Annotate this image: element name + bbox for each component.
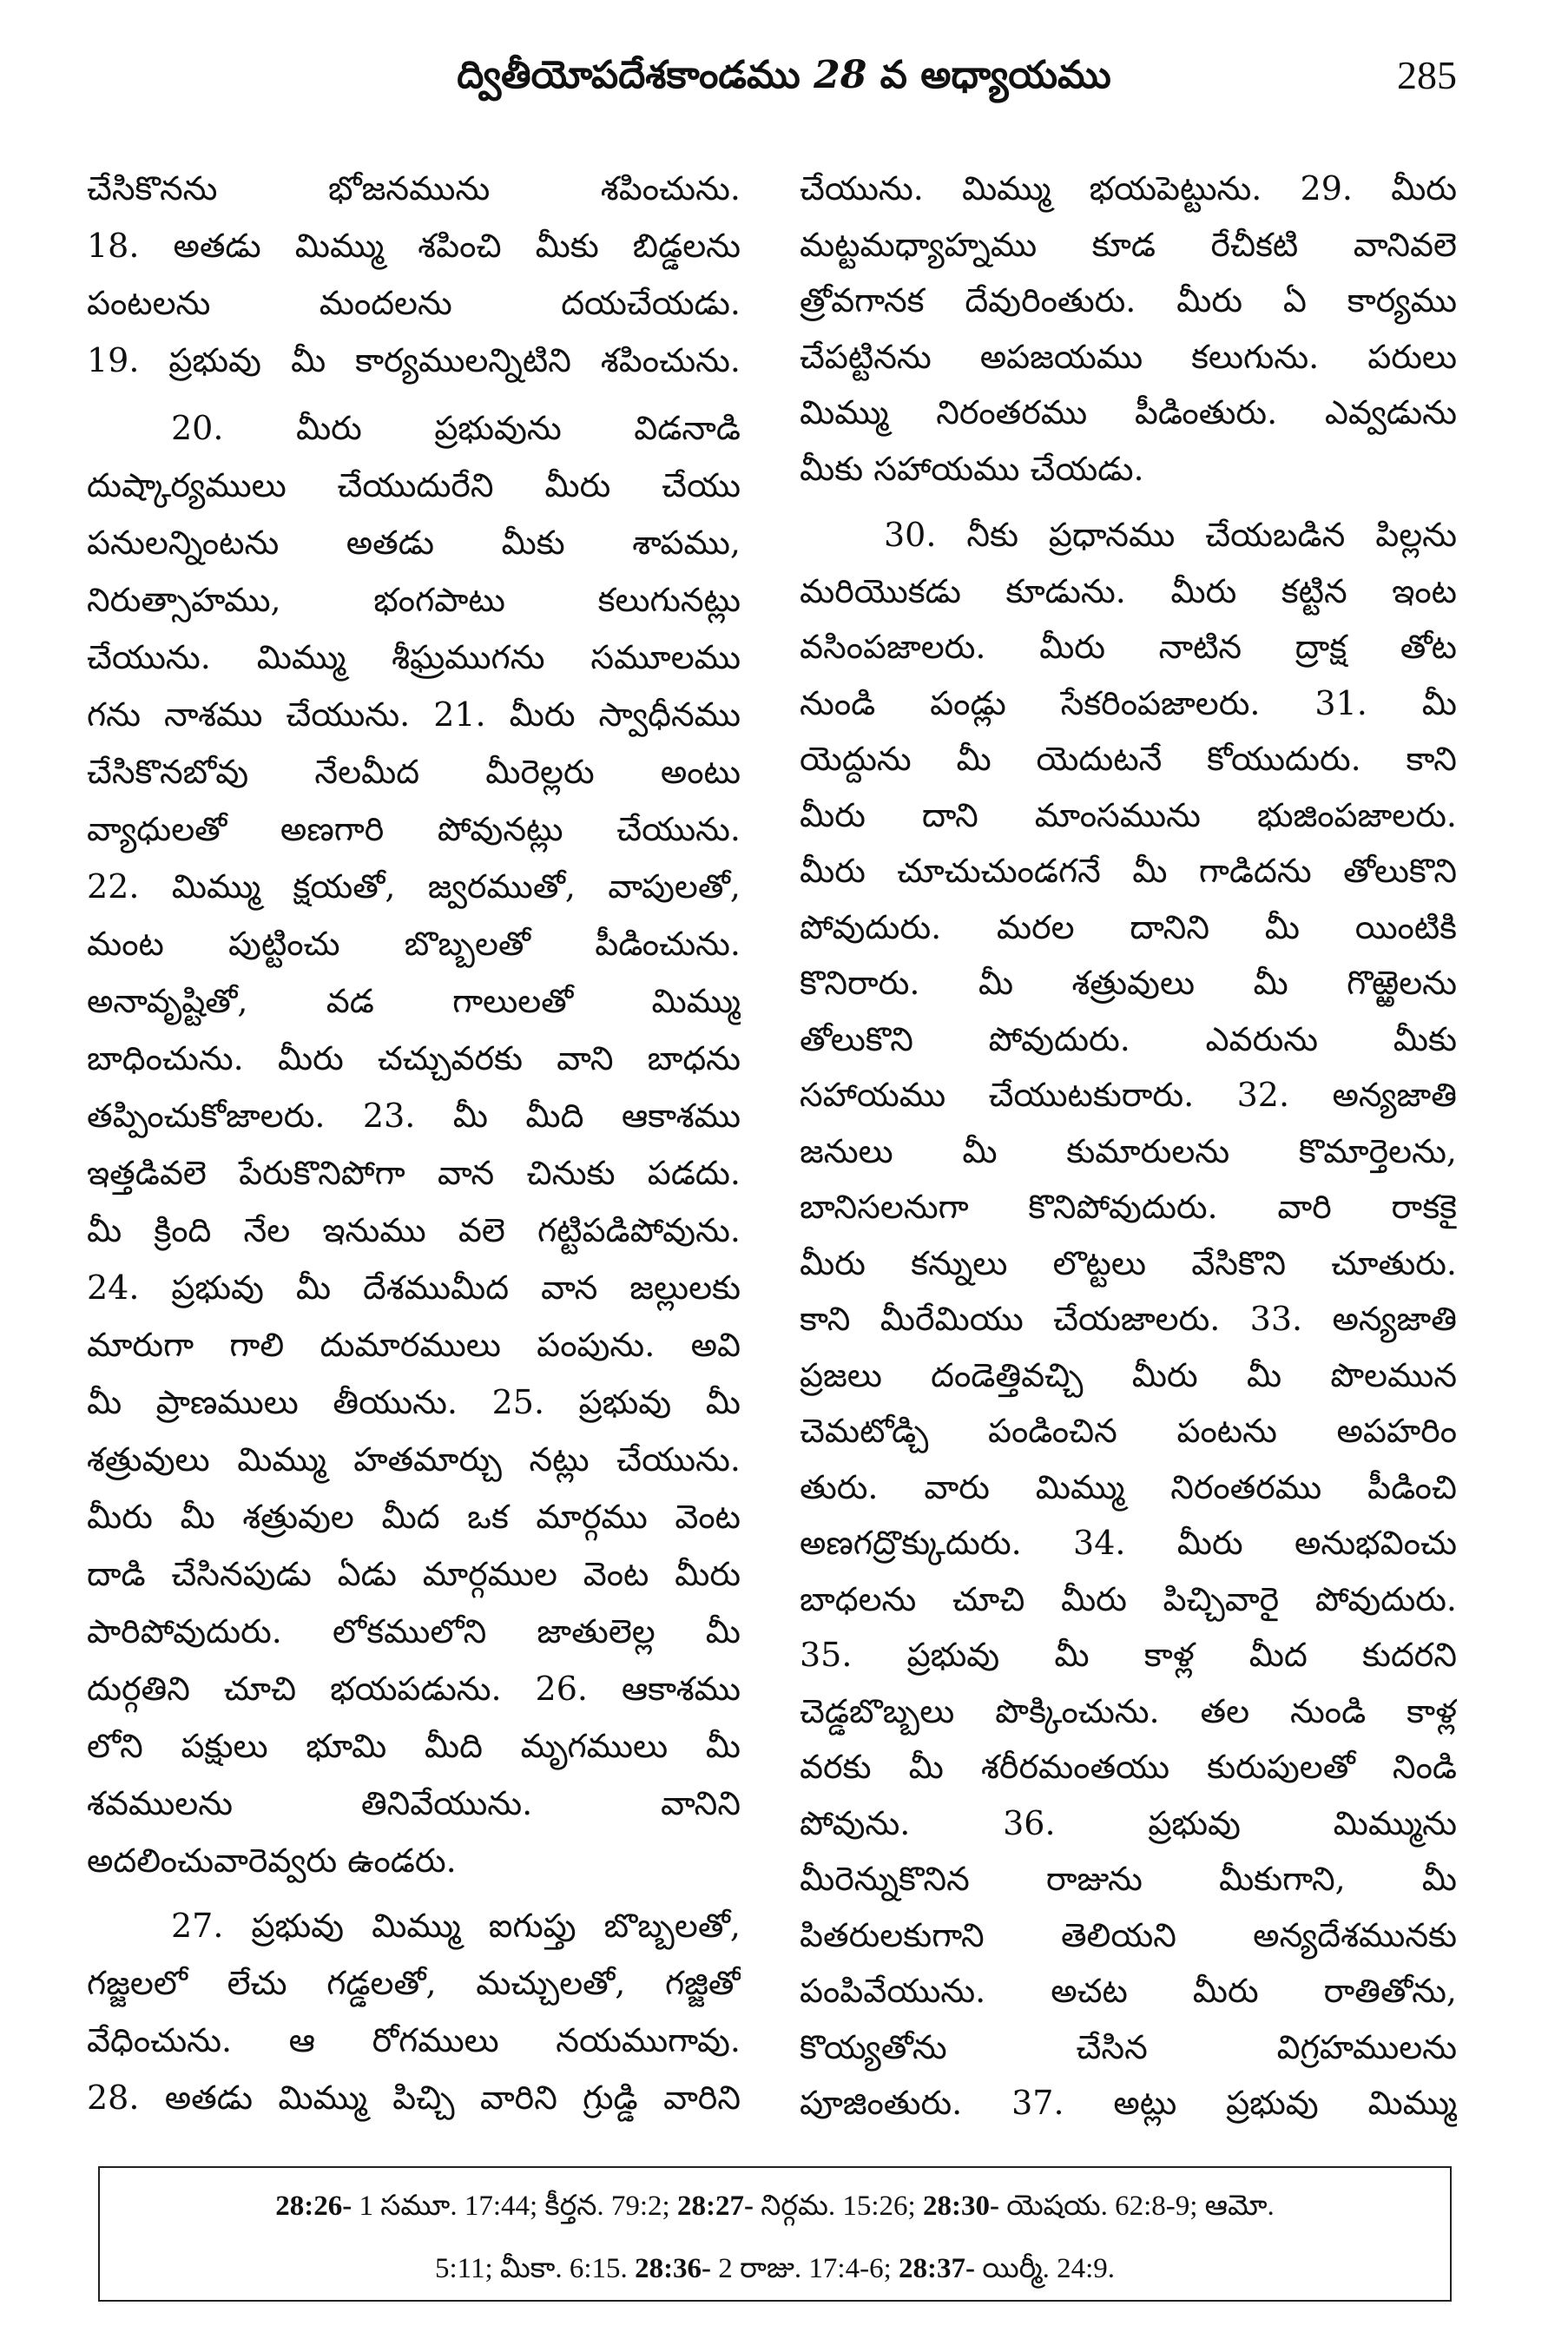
text-line: వేధించును. ఆ రోగములు నయముగావు.: [87, 2021, 741, 2059]
text-line: 20. మీరు ప్రభువును విడనాడి: [171, 409, 741, 447]
footnote-text: 1 సమూ. 17:44; కీర్తన. 79:2;: [352, 2191, 677, 2222]
text-line: మారుగా గాలి దుమారములు పంపును. అవి: [87, 1326, 741, 1364]
text-line: మీరు దాని మాంసమును భుజింపజాలరు.: [800, 795, 1457, 834]
text-line: మీరు మీ శత్రువుల మీద ఒక మార్గము వెంట: [87, 1498, 741, 1536]
verse-reference: 28:27-: [676, 2191, 754, 2222]
text-line: చెమటోడ్చి పండించిన పంటను అపహరిం: [800, 1412, 1457, 1450]
right-text-column: [800, 161, 1457, 2131]
text-line: బాధించును. మీరు చచ్చువరకు వాని బాధను: [87, 1039, 741, 1077]
text-line: మీ క్రింది నేల ఇనుము వలె గట్టిపడిపోవును.: [87, 1211, 741, 1249]
footnote-text: యెషయ. 62:8-9; ఆమో.: [998, 2191, 1275, 2222]
text-line: కొనిరారు. మీ శత్రువులు మీ గొఱ్ఱెలను: [800, 964, 1457, 1002]
book-name: ద్వితీయోపదేశకాండము: [457, 53, 800, 97]
text-line: 18. అతడు మిమ్ము శపించి మీకు బిడ్డలను: [87, 227, 741, 265]
text-line: చెడ్డబొబ్బలు పొక్కించును. తల నుండి కాళ్ల: [800, 1691, 1457, 1730]
text-line: లోని పక్షులు భూమి మీది మృగములు మీ: [87, 1727, 741, 1765]
running-header-title: [0, 47, 1568, 104]
text-line: మీరెన్నుకొనిన రాజును మీకుగాని, మీ: [800, 1860, 1457, 1898]
text-line: 28. అతడు మిమ్ము పిచ్చి వారిని గ్రుడ్డి వారిని: [87, 2079, 741, 2117]
text-line: యెద్దును మీ యెదుటనే కోయుదురు. కాని: [800, 740, 1457, 778]
text-line: అణగద్రొక్కుదురు. 34. మీరు అనుభవించు: [800, 1524, 1457, 1562]
text-line: త్రోవగానక దేవురింతురు. మీరు ఏ కార్యము: [800, 281, 1457, 320]
text-line: మీ ప్రాణములు తీయును. 25. ప్రభువు మీ: [87, 1383, 741, 1421]
text-line: 24. ప్రభువు మీ దేశముమీద వాన జల్లులకు: [87, 1268, 741, 1307]
text-line: వ్యాధులతో అణగారి పోవునట్లు చేయును.: [87, 810, 741, 848]
text-line: కాని మీరేమియు చేయజాలరు. 33. అన్యజాతి: [800, 1300, 1457, 1338]
text-line: పంపివేయును. అచట మీరు రాతితోను,: [800, 1972, 1457, 2010]
text-line: చేపట్టినను అపజయము కలుగును. పరులు: [800, 337, 1457, 376]
text-line: మీకు సహాయము చేయడు.: [800, 449, 1144, 488]
text-line: శత్రువులు మిమ్ము హతమార్చు నట్లు చేయును.: [87, 1440, 741, 1479]
text-line: మంట పుట్టించు బొబ్బలతో పీడించును.: [87, 925, 741, 963]
footnote-text: యిర్మీ. 24:9.: [974, 2253, 1115, 2284]
page-number: 285: [1397, 53, 1457, 97]
text-line: దాడి చేసినపుడు ఏడు మార్గముల వెంట మీరు: [87, 1555, 741, 1593]
cross-reference-footnote-box: [98, 2166, 1452, 2302]
text-line: పంటలను మందలను దయచేయడు.: [87, 284, 741, 322]
text-line: దుర్గతిని చూచి భయపడును. 26. ఆకాశము: [87, 1670, 741, 1708]
text-line: బానిసలనుగా కొనిపోవుదురు. వారి రాకకై: [800, 1188, 1457, 1226]
text-line: గను నాశము చేయును. 21. మీరు స్వాధీనము: [87, 695, 741, 734]
text-line: బాధలను చూచి మీరు పిచ్చివారై పోవుదురు.: [800, 1579, 1457, 1618]
verse-reference: 28:36-: [635, 2253, 712, 2284]
text-line: తురు. వారు మిమ్ము నిరంతరము పీడించి: [800, 1467, 1457, 1506]
text-line: 30. నీకు ప్రధానము చేయబడిన పిల్లను: [884, 516, 1457, 554]
footnote-text: 5:11; మీకా. 6:15.: [435, 2253, 636, 2284]
text-line: ప్రజలు దండెత్తివచ్చి మీరు మీ పొలమున: [800, 1355, 1457, 1394]
text-line: మరియొకడు కూడును. మీరు కట్టిన ఇంట: [800, 571, 1457, 610]
text-line: పోవుదురు. మరల దానిని మీ యింటికి: [800, 907, 1457, 946]
text-line: అదలించువారెవ్వరు ఉండరు.: [87, 1841, 457, 1880]
text-line: 19. ప్రభువు మీ కార్యములన్నిటిని శపించును.: [87, 341, 741, 379]
text-line: వరకు మీ శరీరమంతయు కురుపులతో నిండి: [800, 1748, 1457, 1786]
footnote-text: 2 రాజు. 17:4-6;: [711, 2253, 899, 2284]
text-line: ఇత్తడివలె పేరుకొనిపోగా వాన చినుకు పడదు.: [87, 1154, 741, 1192]
footnote-line: [100, 2175, 1450, 2237]
text-line: చేసికొనబోవు నేలమీద మీరెల్లరు అంటు: [87, 753, 741, 791]
text-line: నుండి పండ్లు సేకరింపజాలరు. 31. మీ: [800, 683, 1457, 722]
text-line: చేయును. మిమ్ము శీఘ్రముగను సమూలము: [87, 638, 741, 676]
text-line: శవములను తినివేయును. వానిని: [87, 1784, 741, 1822]
text-line: మిమ్ము నిరంతరము పీడింతురు. ఎవ్వడును: [800, 393, 1457, 432]
text-line: మీరు కన్నులు లొట్టలు వేసికొని చూతురు.: [800, 1243, 1457, 1282]
footnote-line: [100, 2237, 1450, 2300]
text-line: గజ్జలలో లేచు గడ్డలతో, మచ్చులతో, గజ్జితో: [87, 1964, 741, 2002]
text-line: 22. మిమ్ము క్షయతో, జ్వరముతో, వాపులతో,: [87, 867, 741, 906]
footnote-text: నిర్గమ. 15:26;: [753, 2191, 923, 2222]
text-line: అనావృష్టితో, వడ గాలులతో మిమ్ము: [87, 982, 741, 1020]
text-line: పోవును. 36. ప్రభువు మిమ్మును: [800, 1803, 1457, 1842]
chapter-number: 28: [814, 53, 867, 97]
text-line: పారిపోవుదురు. లోకములోని జాతులెల్ల మీ: [87, 1612, 741, 1650]
chapter-word: వ అధ్యాయము: [880, 53, 1111, 97]
text-line: 27. ప్రభువు మిమ్ము ఐగుప్తు బొబ్బలతో,: [171, 1907, 741, 1945]
text-line: తోలుకొని పోవుదురు. ఎవరును మీకు: [800, 1019, 1457, 1058]
text-line: కొయ్యతోను చేసిన విగ్రహములను: [800, 2027, 1457, 2066]
text-line: పనులన్నింటను అతడు మీకు శాపము,: [87, 524, 741, 562]
text-line: పితరులకుగాని తెలియని అన్యదేశమునకు: [800, 1915, 1457, 1954]
text-line: మట్టమధ్యాహ్నము కూడ రేచీకటి వానివలె: [800, 225, 1457, 264]
verse-reference: 28:30-: [922, 2191, 999, 2222]
text-line: తప్పించుకోజాలరు. 23. మీ మీది ఆకాశము: [87, 1097, 741, 1135]
verse-reference: 28:37-: [899, 2253, 975, 2284]
text-line: చేసికొనను భోజనమును శపించును.: [87, 169, 741, 208]
text-line: 35. ప్రభువు మీ కాళ్ల మీద కుదరని: [800, 1636, 1457, 1674]
text-line: సహాయము చేయుటకురారు. 32. అన్యజాతి: [800, 1076, 1457, 1114]
text-line: నిరుత్సాహము, భంగపాటు కలుగునట్లు: [87, 581, 741, 619]
left-text-column: [87, 160, 741, 2126]
text-line: మీరు చూచుచుండగనే మీ గాడిదను తోలుకొని: [800, 852, 1457, 890]
text-line: జనులు మీ కుమారులను కొమార్తెలను,: [800, 1131, 1457, 1170]
text-line: వసింపజాలరు. మీరు నాటిన ద్రాక్ష తోట: [800, 628, 1457, 666]
verse-reference: 28:26-: [275, 2191, 352, 2222]
text-line: దుష్కార్యములు చేయుదురేని మీరు చేయు: [87, 466, 741, 504]
text-line: చేయును. మిమ్ము భయపెట్టును. 29. మీరు: [800, 169, 1457, 208]
text-line: పూజింతురు. 37. అట్లు ప్రభువు మిమ్ము: [800, 2084, 1457, 2122]
